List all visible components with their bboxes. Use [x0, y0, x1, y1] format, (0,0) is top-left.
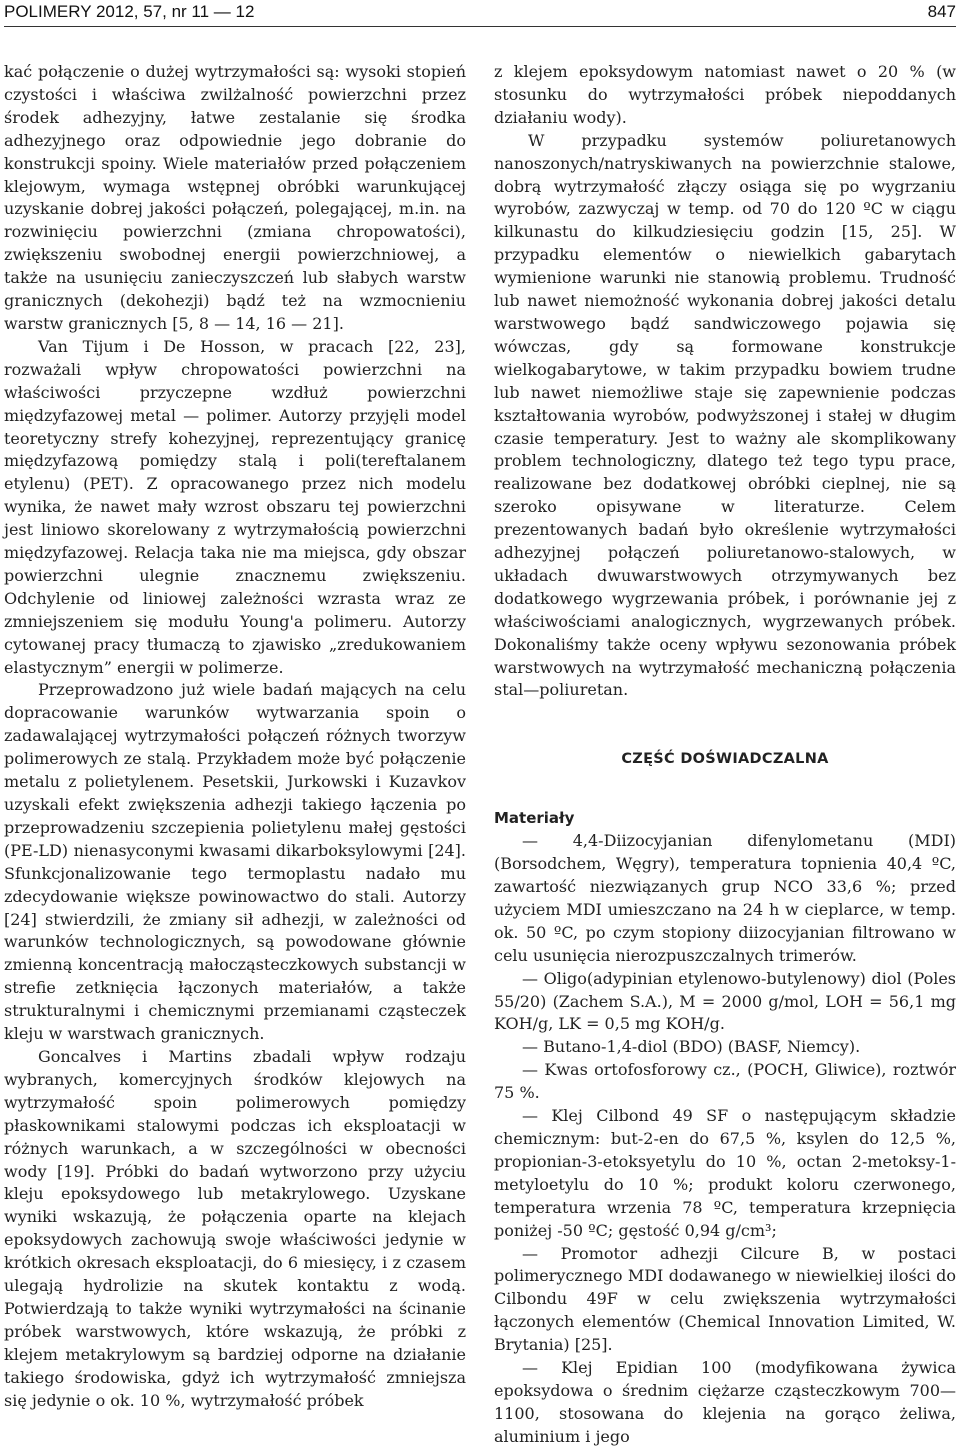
paragraph: Van Tijum i De Hosson, w pracach [22, 23], rozważali wpływ chropowatości powierzchni na właściwości przyczepne wzdłuż powierzchni międzyfazowej metal — polimer. Autorzy przyjęli model teoretyczny strefy kohezyjnej, reprezentujący granicę międzyfazową pomiędzy stalą i poli(tereftalanem etylenu) (PET). Z opracowanego przez nich modelu wynika, że nawet mały wzrost obszaru tej powierzchni jest liniowo skorelowany z wytrzymałością powierzchni międzyfazowej. Relacja taka nie ma miejsca, gdy obszar powierzchni ulegnie znacznemu zwiększeniu. Odchylenie od liniowej zależności wzrasta wraz ze zmniejszeniem się modułu Young'a polimeru. Autorzy cytowanej pracy tłumaczą to zjawisko „zredukowaniem elastycznym” energii w polimerze.: [4, 336, 466, 677]
header-rule: [4, 26, 956, 27]
paragraph: Goncalves i Martins zbadali wpływ rodzaju wybranych, komercyjnych środków klejowych na wytrzymałość spoin polimerowych pomiędzy płaskownikami stalowymi podczas ich eksploatacji w różnych warunkach, a w szczególności w obecności wody [19]. Próbki do badań wytworzono przy użyciu kleju epoksydowego lub metakrylowego. Uzyskane wyniki wskazują, że połączenia oparte na klejach epoksydowych zachowują swoje właściwości jedynie w krótkich okresach eksploatacji, do 6 miesięcy, i z czasem ulegają hydrolizie na skutek kontaktu z wodą. Potwierdzają to także wyniki wytrzymałości na ścinanie próbek warstwowych, które wskazują, że próbki z klejem metakrylowym są bardziej odporne na działanie takiego środowiska, gdyż ich wytrzymałość zmniejsza się jedynie o ok. 10 %, wytrzymałość próbek: [4, 1046, 466, 1410]
material-item: — Oligo(adypinian etylenowo-butylenowy) diol (Poles 55/20) (Zachem S.A.), M = 2000 g/mol, LOH = 56,1 mg KOH/g, LK = 0,5 mg KOH/g.: [494, 968, 956, 1034]
paragraph: W przypadku systemów poliuretanowych nanoszonych/natryskiwanych na powierzchnie stalowe, dobrą wytrzymałość złączy osiąga się po wygrzaniu wyrobów, zazwyczaj w temp. od 70 do 120 ºC w ciągu kilkunastu do kilkudziesięciu godzin [15, 25]. W przypadku elementów o niewielkich gabarytach wymienione warunki nie stanowią problemu. Trudność lub nawet niemożność wykonania dobrej jakości detalu warstwowego bądź sandwiczowego pojawia się wówczas, gdy są formowane konstrukcje wielkogabarytowe, w takim przypadku bowiem trudne lub nawet niemożliwe staje się zapewnienie podczas kształtowania wyrobów, podwyższonej i stałej w długim czasie temperatury. Jest to ważny ale skomplikowany problem technologiczny, dlatego też tego typu prace, realizowane bez dodatkowej obróbki cieplnej, nie są szeroko opisywane w literaturze. Celem prezentowanych badań było określenie wytrzymałości adhezyjnej połączeń poliuretanowo-stalowych, w układach dwuwarstwowych otrzymywanych bez dodatkowego wygrzewania próbek, i porównanie jej z właściwościami analogicznych, wygrzewanych próbek. Dokonaliśmy także oceny wpływu sezonowania próbek warstwowych na wytrzymałość mechaniczną połączenia stal—poliuretan.: [494, 130, 956, 700]
journal-citation: POLIMERY 2012, 57, nr 11 — 12: [4, 2, 255, 21]
paragraph: z klejem epoksydowym natomiast nawet o 20 % (w stosunku do wytrzymałości próbek niepoddanych działaniu wody).: [494, 62, 956, 127]
running-header: [4, 0, 956, 24]
subsection-heading: Materiały: [494, 809, 575, 828]
page-number: 847: [927, 2, 956, 21]
material-item: — 4,4-Diizocyjanian difenylometanu (MDI) (Borsodchem, Węgry), temperatura topnienia 40,4 ºC, zawartość niezwiązanych grup NCO 33,6 %; przed użyciem MDI umieszczano na 24 h w cieplarce, w temp. ok. 50 ºC, po czym stopiony diizocyjanian filtrowano w celu usunięcia nierozpuszczalnych trimerów.: [494, 831, 956, 965]
material-item: — Butano-1,4-diol (BDO) (BASF, Niemcy).: [522, 1037, 861, 1057]
right-column: [494, 61, 956, 1449]
material-item: — Klej Epidian 100 (modyfikowana żywica epoksydowa o średnim ciężarze cząsteczkowym 700—1100, stosowana do klejenia na gorąco żeliwa, aluminium i jego: [494, 1358, 956, 1446]
paragraph: Przeprowadzono już wiele badań mających na celu dopracowanie warunków wytwarzania spoin o zadawalającej wytrzymałości połączeń różnych tworzyw polimerowych ze stalą. Przykładem może być połączenie metalu z polietylenem. Pesetskii, Jurkowski i Kuzavkov uzyskali efekt zwiększenia adhezji takiego łączenia po przeprowadzeniu szczepienia polietylenu małej gęstości (PE-LD) nienasyconymi kwasami dikarboksylowymi [24]. Sfunkcjonalizowanie tego termoplastu nadało mu zdecydowanie większe powinowactwo do stali. Autorzy [24] stwierdzili, że zmiany sił adhezji, w zależności od warunków technologicznych, są powodowane głównie zmienną koncentracją małocząsteczkowych substancji w strefie zetknięcia łączonych materiałów, a także strukturalnymi i chemicznymi przemianami cząsteczek kleju w warstwach granicznych.: [4, 680, 466, 1044]
material-item: — Klej Cilbond 49 SF o następującym składzie chemicznym: but-2-en do 67,5 %, ksylen do 12,5 %, propionian-3-etoksyetylu do 10 %, octan 2-metoksy-1-metyloetylu do 10 %; produkt koloru czerwonego, temperatura wrzenia 78 ºC, temperatura krzepnięcia poniżej -50 ºC; gęstość 0,94 g/cm³;: [494, 1106, 956, 1240]
material-item: — Kwas ortofosforowy cz., (POCH, Gliwice), roztwór 75 %.: [494, 1060, 956, 1103]
left-column: [4, 61, 466, 1412]
section-heading: CZĘŚĆ DOŚWIADCZALNA: [621, 751, 829, 768]
material-item: — Promotor adhezji Cilcure B, w postaci polimerycznego MDI dodawanego w niewielkiej ilości do Cilbondu 49F w celu zwiększenia wytrzymałości łączonych elementów (Chemical Innovation Limited, W. Brytania) [25].: [494, 1243, 956, 1355]
paragraph: kać połączenie o dużej wytrzymałości są: wysoki stopień czystości i właściwa zwilżalność powierzchni przez środek adhezyjny, łatwe zestalanie się środka adhezyjnego oraz odpowiednie jego dobranie do konstrukcji spoiny. Wiele materiałów przed połączeniem klejowym, wymaga wstępnej obróbki warunkującej uzyskanie dobrej jakości połączeń, polegającej, m.in. na rozwinięciu powierzchni (zmiana chropowatości), zwiększeniu swobodnej energii powierzchniowej, a także na usunięciu zanieczyszczeń lub słabych warstw granicznych (dekohezji) bądź też na wzmocnieniu warstw granicznych [5, 8 — 14, 16 — 21].: [4, 62, 466, 333]
